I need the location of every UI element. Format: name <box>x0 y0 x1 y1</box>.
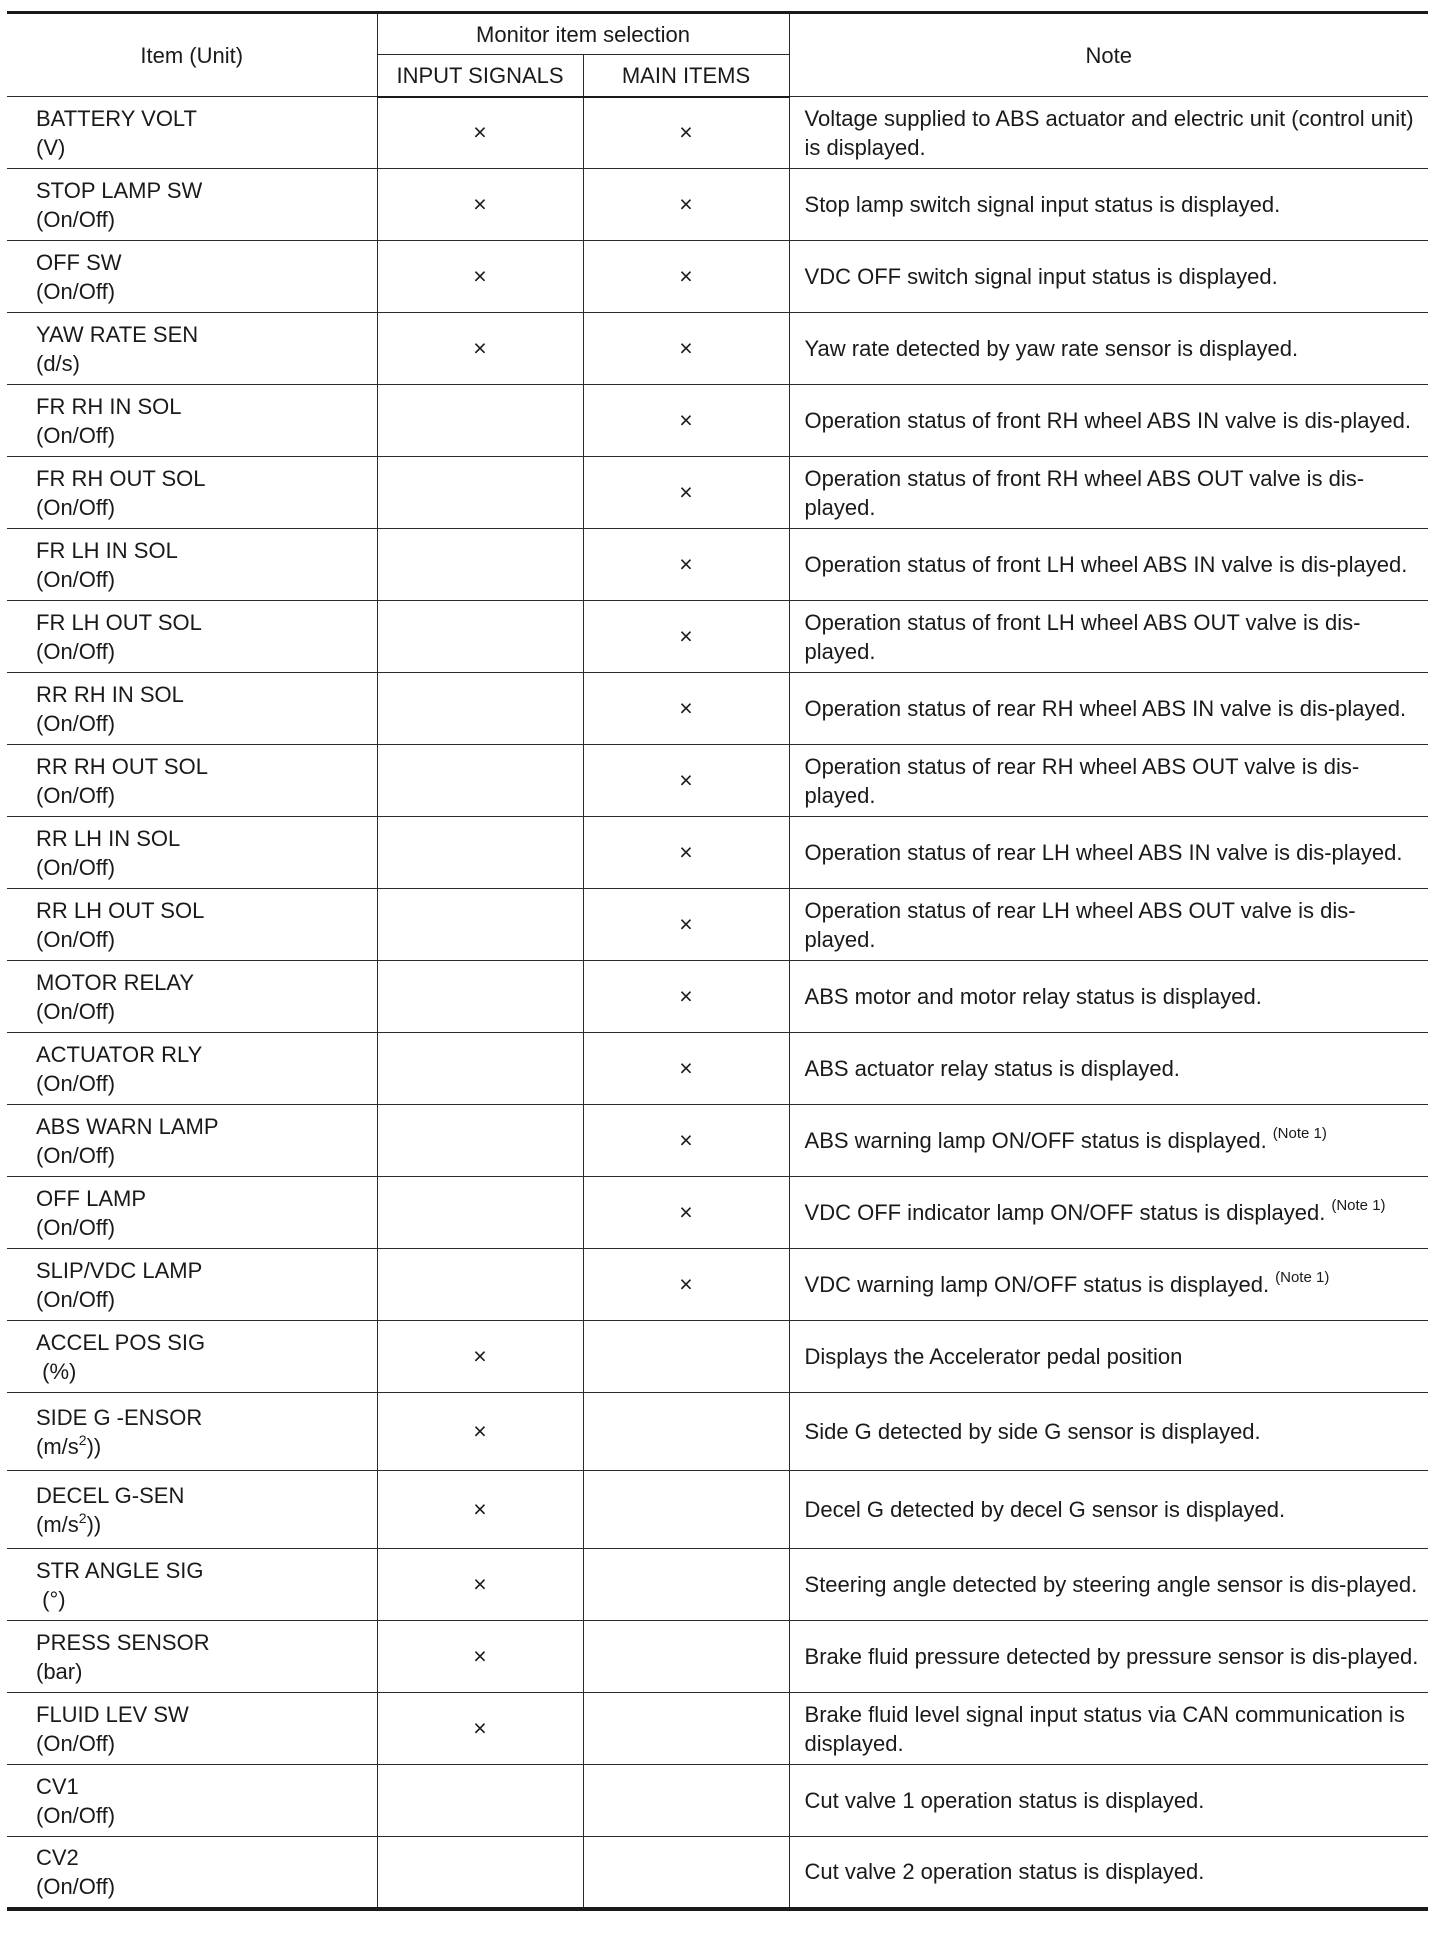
item-cell <box>7 1693 377 1765</box>
main-items-mark: × <box>583 1105 789 1177</box>
table-row <box>7 817 1428 889</box>
table-row <box>7 97 1428 169</box>
table-row <box>7 169 1428 241</box>
main-items-mark: × <box>583 169 789 241</box>
item-name: YAW RATE SEN <box>36 321 199 347</box>
note-cell <box>789 1765 1428 1837</box>
note-text: Operation status of rear RH wheel ABS OUT valve is dis-played. <box>804 753 1360 808</box>
table-row <box>7 1177 1428 1249</box>
item-name: DECEL G-SEN <box>36 1482 185 1508</box>
item-name: PRESS SENSOR <box>36 1629 210 1655</box>
table-row <box>7 1105 1428 1177</box>
table-row <box>7 1765 1428 1837</box>
table-row <box>7 1471 1428 1549</box>
item-cell <box>7 1321 377 1393</box>
table-row <box>7 457 1428 529</box>
item-unit: (On/Off) <box>36 278 116 304</box>
main-items-mark <box>583 1765 789 1837</box>
item-name: STOP LAMP SW <box>36 177 203 203</box>
item-unit: (V) <box>36 134 66 160</box>
note-text: VDC OFF indicator lamp ON/OFF status is displayed. <box>804 1200 1326 1225</box>
input-signals-mark <box>377 1765 583 1837</box>
item-name: RR LH OUT SOL <box>36 897 205 923</box>
main-items-mark <box>583 1321 789 1393</box>
table-row <box>7 961 1428 1033</box>
input-signals-mark: × <box>377 313 583 385</box>
table-row <box>7 673 1428 745</box>
item-unit: (On/Off) <box>36 1802 116 1828</box>
item-unit: (%) <box>36 1358 77 1384</box>
note-text: Voltage supplied to ABS actuator and electric unit (control unit) is displayed. <box>804 105 1414 160</box>
table-row <box>7 601 1428 673</box>
item-unit: (On/Off) <box>36 638 116 664</box>
note-cell <box>789 97 1428 169</box>
item-unit: (On/Off) <box>36 1730 116 1756</box>
item-cell <box>7 961 377 1033</box>
note-text: Operation status of front LH wheel ABS IN valve is dis-played. <box>804 552 1408 577</box>
item-unit-end: )) <box>86 1433 102 1459</box>
item-cell <box>7 817 377 889</box>
note-text: Operation status of rear LH wheel ABS OUT valve is dis-played. <box>804 897 1356 952</box>
input-signals-mark <box>377 529 583 601</box>
note-text: ABS warning lamp ON/OFF status is displayed. <box>804 1128 1267 1153</box>
input-signals-mark <box>377 1105 583 1177</box>
item-cell <box>7 1177 377 1249</box>
item-unit: (d/s) <box>36 350 80 376</box>
input-signals-mark <box>377 601 583 673</box>
input-signals-mark <box>377 385 583 457</box>
note-cell <box>789 673 1428 745</box>
note-cell <box>789 1837 1428 1909</box>
header-main-items: MAIN ITEMS <box>583 55 789 97</box>
item-name: STR ANGLE SIG <box>36 1557 204 1583</box>
note-text: Operation status of rear RH wheel ABS IN valve is dis-played. <box>804 696 1407 721</box>
table-row <box>7 1393 1428 1471</box>
item-name: FR LH IN SOL <box>36 537 178 563</box>
note-cell <box>789 457 1428 529</box>
input-signals-mark <box>377 1837 583 1909</box>
note-text: Side G detected by side G sensor is displayed. <box>804 1419 1261 1444</box>
main-items-mark <box>583 1471 789 1549</box>
note-cell <box>789 1105 1428 1177</box>
note-text: Yaw rate detected by yaw rate sensor is displayed. <box>804 336 1299 361</box>
input-signals-mark: × <box>377 97 583 169</box>
note-text: ABS motor and motor relay status is displayed. <box>804 984 1262 1009</box>
main-items-mark: × <box>583 1249 789 1321</box>
item-name: SIDE G -ENSOR <box>36 1404 203 1430</box>
note-cell <box>789 169 1428 241</box>
item-name: CV1 <box>36 1773 79 1799</box>
note-cell <box>789 241 1428 313</box>
note-cell <box>789 1393 1428 1471</box>
note-cell <box>789 385 1428 457</box>
input-signals-mark: × <box>377 1549 583 1621</box>
item-cell <box>7 1765 377 1837</box>
input-signals-mark: × <box>377 1471 583 1549</box>
item-name: MOTOR RELAY <box>36 969 195 995</box>
note-text: Operation status of front RH wheel ABS OUT valve is dis-played. <box>804 465 1365 520</box>
item-name: CV2 <box>36 1844 79 1870</box>
item-cell <box>7 1393 377 1471</box>
item-cell <box>7 601 377 673</box>
item-unit-base: (m/s <box>36 1433 79 1459</box>
item-unit: (On/Off) <box>36 206 116 232</box>
main-items-mark <box>583 1837 789 1909</box>
item-unit: (On/Off) <box>36 1070 116 1096</box>
item-cell <box>7 457 377 529</box>
input-signals-mark <box>377 889 583 961</box>
note-cell <box>789 889 1428 961</box>
item-cell <box>7 889 377 961</box>
note-text: VDC warning lamp ON/OFF status is displayed. <box>804 1272 1270 1297</box>
item-cell <box>7 1471 377 1549</box>
note-cell <box>789 817 1428 889</box>
item-name: ACTUATOR RLY <box>36 1041 203 1067</box>
note-cell <box>789 601 1428 673</box>
note-cell <box>789 1693 1428 1765</box>
item-name: RR LH IN SOL <box>36 825 181 851</box>
item-name: FR RH IN SOL <box>36 393 182 419</box>
main-items-mark: × <box>583 601 789 673</box>
note-cell <box>789 529 1428 601</box>
note-text: ABS actuator relay status is displayed. <box>804 1056 1180 1081</box>
note-text: Brake fluid level signal input status via CAN communication is displayed. <box>804 1701 1405 1756</box>
item-cell <box>7 385 377 457</box>
main-items-mark: × <box>583 673 789 745</box>
note-text: Decel G detected by decel G sensor is displayed. <box>804 1497 1286 1522</box>
input-signals-mark: × <box>377 169 583 241</box>
header-monitor-selection: Monitor item selection <box>377 13 789 55</box>
item-cell <box>7 1621 377 1693</box>
main-items-mark: × <box>583 385 789 457</box>
item-name: FLUID LEV SW <box>36 1701 189 1727</box>
input-signals-mark: × <box>377 1621 583 1693</box>
input-signals-mark <box>377 817 583 889</box>
table-row <box>7 1033 1428 1105</box>
table-row <box>7 1321 1428 1393</box>
item-name: ABS WARN LAMP <box>36 1113 219 1139</box>
item-unit-base: (m/s <box>36 1511 79 1537</box>
main-items-mark <box>583 1693 789 1765</box>
note-text: Cut valve 2 operation status is displayed. <box>804 1859 1205 1885</box>
main-items-mark <box>583 1549 789 1621</box>
note-text: Operation status of front RH wheel ABS IN valve is dis-played. <box>804 408 1412 433</box>
item-unit: (On/Off) <box>36 926 116 952</box>
note-cell <box>789 1033 1428 1105</box>
header-item-unit: Item (Unit) <box>7 13 377 97</box>
item-unit: (On/Off) <box>36 998 116 1024</box>
item-name: RR RH OUT SOL <box>36 753 208 779</box>
table-row <box>7 529 1428 601</box>
item-name: SLIP/VDC LAMP <box>36 1257 203 1283</box>
table-row <box>7 1249 1428 1321</box>
item-unit: (On/Off) <box>36 1142 116 1168</box>
main-items-mark: × <box>583 1177 789 1249</box>
item-cell <box>7 745 377 817</box>
table-row <box>7 1837 1428 1909</box>
note-cell <box>789 1621 1428 1693</box>
table-row <box>7 889 1428 961</box>
item-unit-exponent: 2 <box>78 1509 87 1526</box>
note-cell <box>789 1471 1428 1549</box>
note-cell <box>789 313 1428 385</box>
note-text: Steering angle detected by steering angle sensor is dis-played. <box>804 1572 1418 1597</box>
item-unit-exponent: 2 <box>78 1431 87 1448</box>
table-row <box>7 1549 1428 1621</box>
input-signals-mark: × <box>377 1693 583 1765</box>
item-cell <box>7 1105 377 1177</box>
monitor-item-table <box>7 11 1428 1911</box>
note-reference: (Note 1) <box>1275 1269 1330 1286</box>
main-items-mark: × <box>583 97 789 169</box>
item-unit: (On/Off) <box>36 782 116 808</box>
input-signals-mark: × <box>377 1321 583 1393</box>
item-cell <box>7 1549 377 1621</box>
item-cell <box>7 241 377 313</box>
table-row <box>7 385 1428 457</box>
table-row <box>7 241 1428 313</box>
input-signals-mark <box>377 457 583 529</box>
item-name: ACCEL POS SIG <box>36 1329 206 1355</box>
note-cell <box>789 1321 1428 1393</box>
input-signals-mark <box>377 961 583 1033</box>
table-row <box>7 745 1428 817</box>
item-unit: (On/Off) <box>36 566 116 592</box>
item-unit <box>36 1432 377 1461</box>
item-unit: (On/Off) <box>36 422 116 448</box>
item-unit: (°) <box>36 1586 66 1612</box>
item-name: OFF LAMP <box>36 1185 147 1211</box>
input-signals-mark <box>377 673 583 745</box>
item-unit-end: )) <box>86 1511 102 1537</box>
main-items-mark: × <box>583 889 789 961</box>
input-signals-mark <box>377 1177 583 1249</box>
table-body <box>7 97 1428 1909</box>
item-unit: (bar) <box>36 1658 83 1684</box>
main-items-mark: × <box>583 961 789 1033</box>
note-text: Operation status of front LH wheel ABS OUT valve is dis-played. <box>804 609 1361 664</box>
header-note: Note <box>789 13 1428 97</box>
note-cell <box>789 745 1428 817</box>
note-cell <box>789 961 1428 1033</box>
note-text: Cut valve 1 operation status is displayed. <box>804 1788 1205 1813</box>
item-cell <box>7 169 377 241</box>
input-signals-mark: × <box>377 1393 583 1471</box>
input-signals-mark <box>377 745 583 817</box>
note-text: Stop lamp switch signal input status is displayed. <box>804 192 1281 217</box>
note-cell <box>789 1549 1428 1621</box>
main-items-mark: × <box>583 457 789 529</box>
table-row <box>7 313 1428 385</box>
note-cell <box>789 1177 1428 1249</box>
main-items-mark <box>583 1621 789 1693</box>
item-cell <box>7 529 377 601</box>
item-cell <box>7 97 377 169</box>
item-cell <box>7 1837 377 1909</box>
header-input-signals: INPUT SIGNALS <box>377 55 583 97</box>
input-signals-mark <box>377 1249 583 1321</box>
item-unit <box>36 1510 377 1539</box>
item-unit: (On/Off) <box>36 1873 116 1899</box>
item-unit: (On/Off) <box>36 494 116 520</box>
item-cell <box>7 1249 377 1321</box>
item-unit: (On/Off) <box>36 710 116 736</box>
main-items-mark: × <box>583 313 789 385</box>
item-unit: (On/Off) <box>36 854 116 880</box>
main-items-mark <box>583 1393 789 1471</box>
item-cell <box>7 1033 377 1105</box>
note-text: VDC OFF switch signal input status is displayed. <box>804 264 1278 289</box>
item-name: RR RH IN SOL <box>36 681 184 707</box>
main-items-mark: × <box>583 241 789 313</box>
main-items-mark: × <box>583 1033 789 1105</box>
main-items-mark: × <box>583 745 789 817</box>
note-reference: (Note 1) <box>1331 1197 1386 1214</box>
item-name: FR LH OUT SOL <box>36 609 202 635</box>
item-name: BATTERY VOLT <box>36 105 197 131</box>
item-name: FR RH OUT SOL <box>36 465 206 491</box>
note-reference: (Note 1) <box>1272 1125 1327 1142</box>
item-cell <box>7 313 377 385</box>
table-row <box>7 1693 1428 1765</box>
note-text: Operation status of rear LH wheel ABS IN valve is dis-played. <box>804 840 1403 865</box>
input-signals-mark: × <box>377 241 583 313</box>
item-name: OFF SW <box>36 249 122 275</box>
item-unit: (On/Off) <box>36 1214 116 1240</box>
input-signals-mark <box>377 1033 583 1105</box>
main-items-mark: × <box>583 529 789 601</box>
note-text: Brake fluid pressure detected by pressure sensor is dis-played. <box>804 1644 1419 1669</box>
note-text: Displays the Accelerator pedal position <box>804 1344 1183 1369</box>
main-items-mark: × <box>583 817 789 889</box>
note-cell <box>789 1249 1428 1321</box>
item-unit: (On/Off) <box>36 1286 116 1312</box>
item-cell <box>7 673 377 745</box>
table-row <box>7 1621 1428 1693</box>
